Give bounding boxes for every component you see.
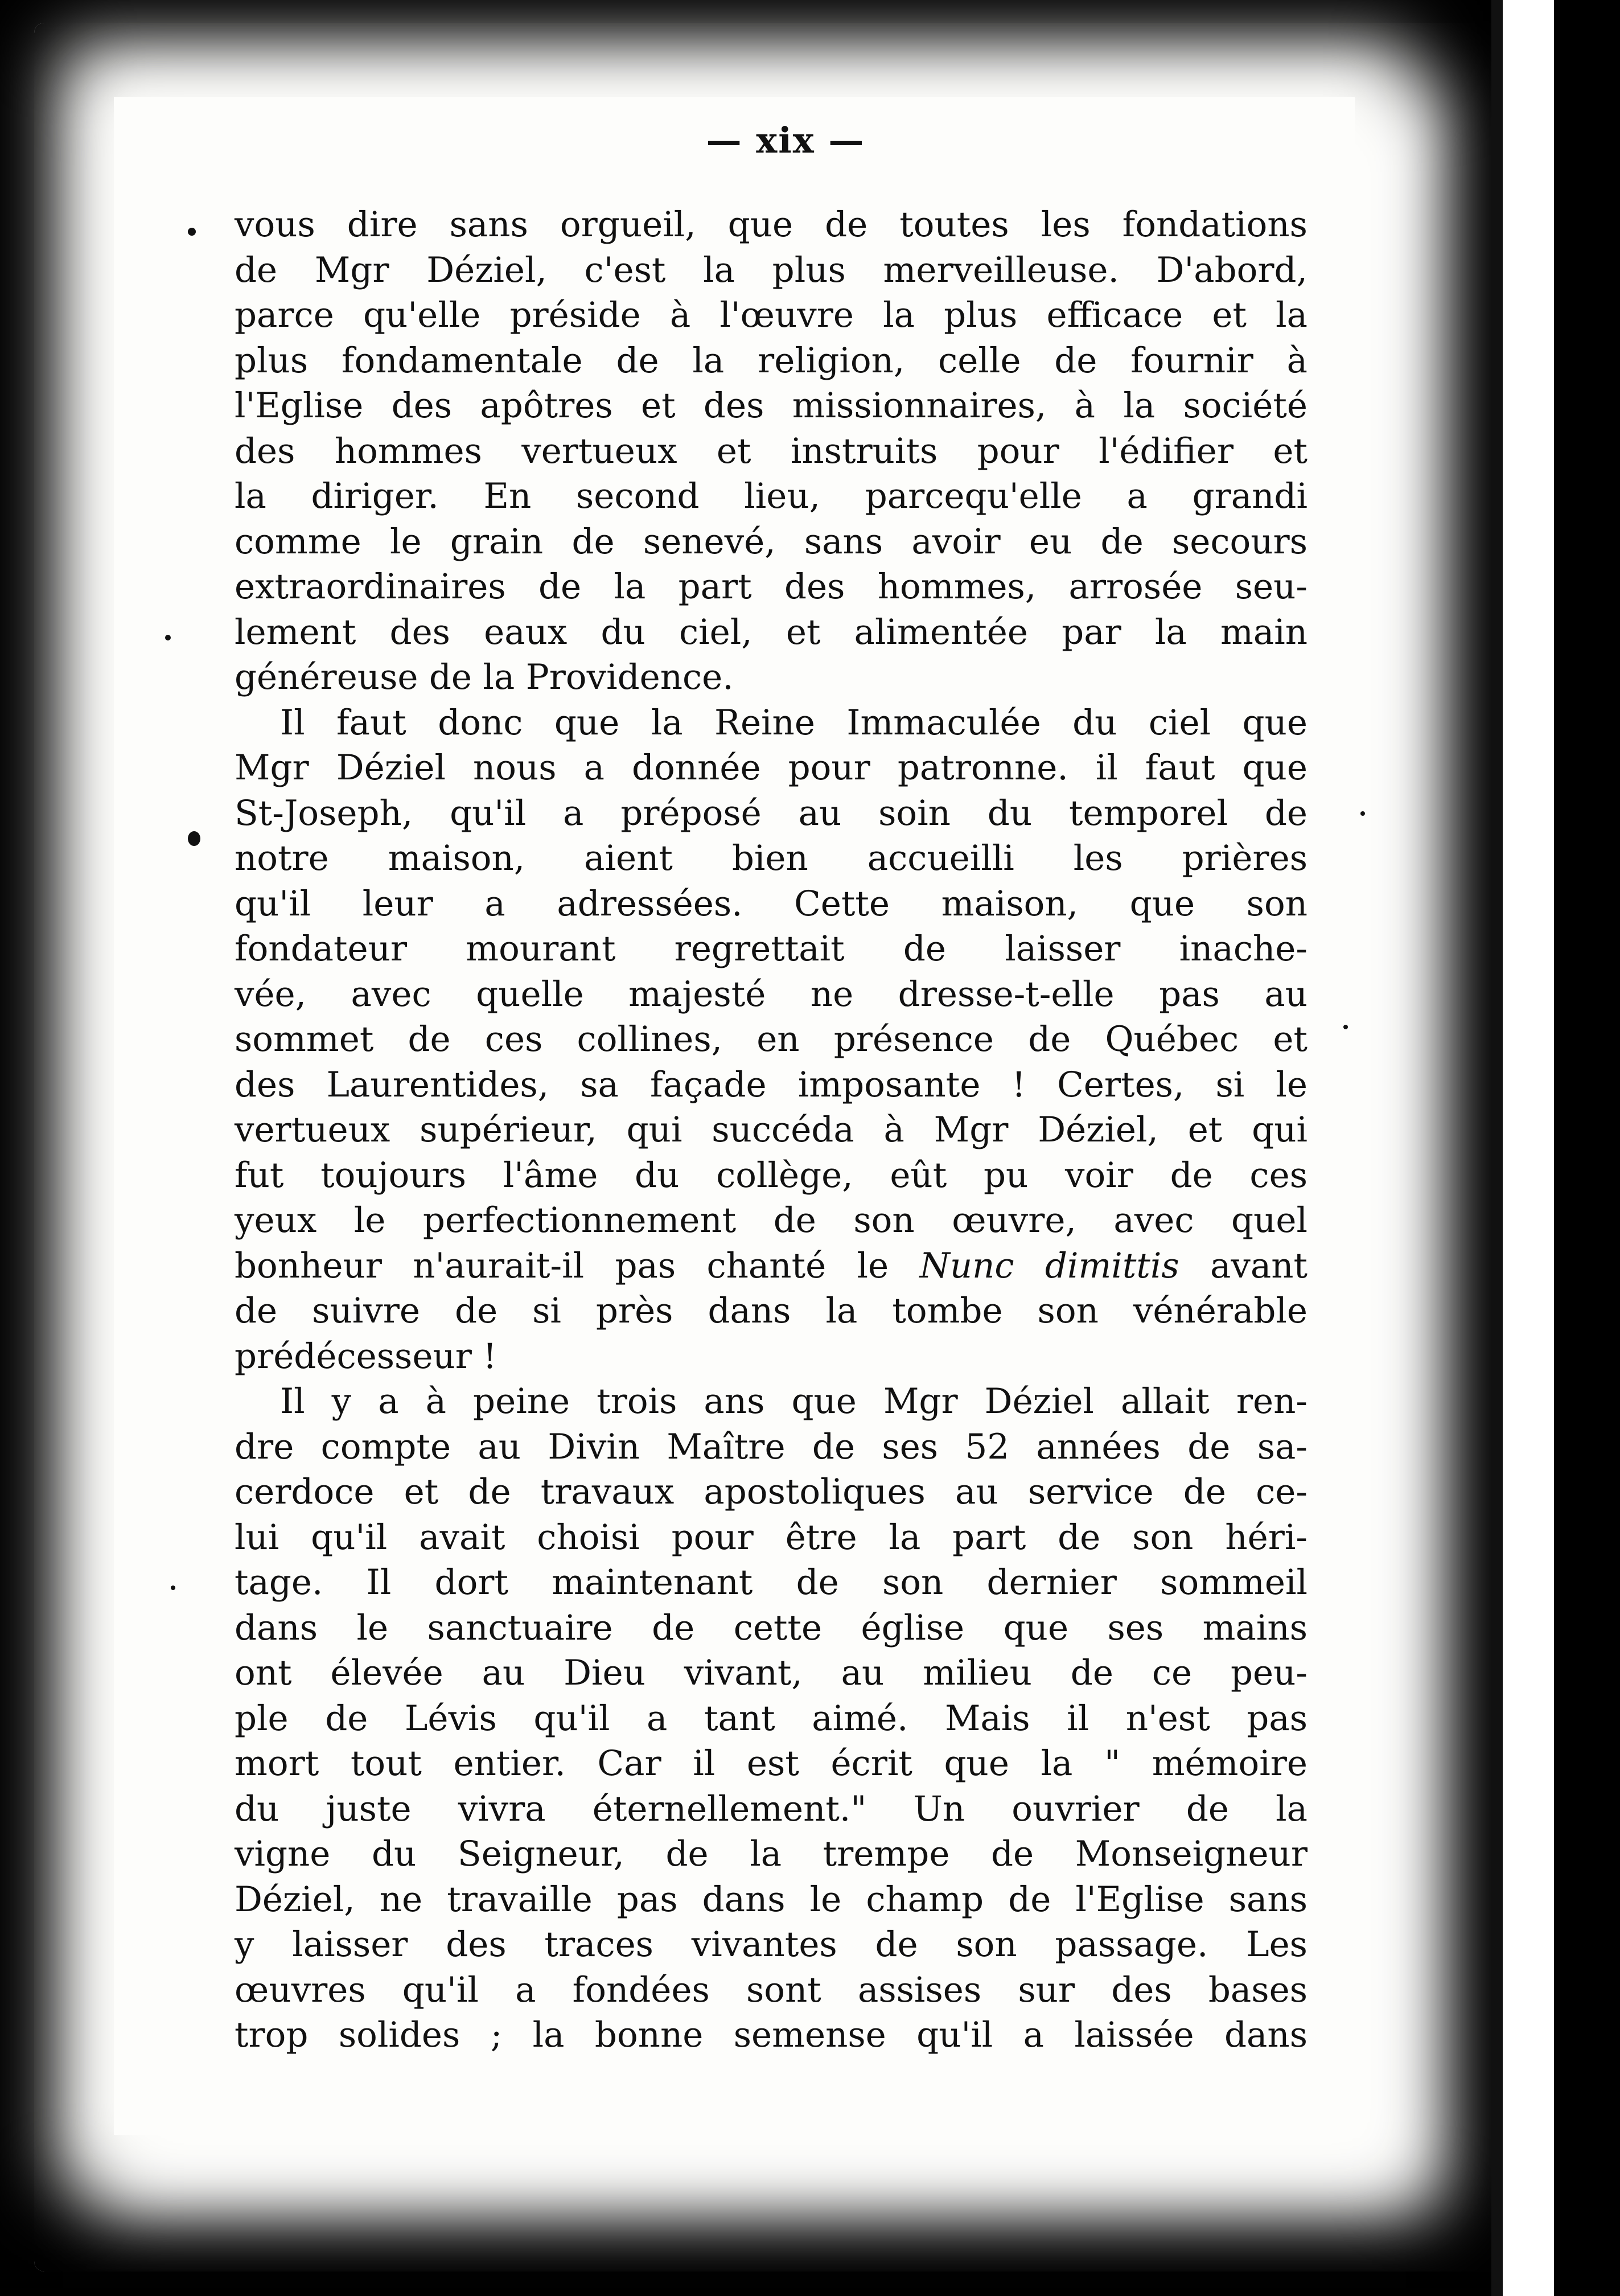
text-line: St-Joseph, qu'il a préposé au soin du temporel de: [235, 792, 1307, 833]
text-line: mort tout entier. Car il est écrit que la " mémoire: [235, 1743, 1307, 1784]
text-line: dre compte au Divin Maître de ses 52 années de sa-: [235, 1426, 1307, 1467]
text-line: prédécesseur !: [235, 1336, 497, 1377]
text-line: du juste vivra éternellement." Un ouvrier de la: [235, 1788, 1307, 1829]
italic-phrase: Nunc dimittis: [919, 1245, 1179, 1286]
text-line: œuvres qu'il a fondées sont assises sur des bases: [235, 1969, 1307, 2010]
text-line: yeux le perfectionnement de son œuvre, avec quel: [235, 1200, 1307, 1241]
text-line: fondateur mourant regrettait de laisser inache-: [235, 929, 1307, 969]
text-segment: bonheur n'aurait-il pas chanté le: [235, 1245, 889, 1286]
scan-speck: [171, 1586, 175, 1590]
text-line: sommet de ces collines, en présence de Québec et: [235, 1019, 1307, 1059]
scan-speck: [1360, 811, 1365, 816]
scan-speck: [1343, 1025, 1348, 1029]
scan-speck: [188, 228, 196, 236]
text-line: vée, avec quelle majesté ne dresse-t-elle pas au: [235, 974, 1307, 1014]
text-segment: avant: [1210, 1245, 1307, 1286]
text-line: extraordinaires de la part des hommes, arrosée seu-: [235, 566, 1307, 607]
text-line: lement des eaux du ciel, et alimentée par la main: [235, 611, 1307, 652]
scan-speck: [188, 831, 200, 846]
text-line: ple de Lévis qu'il a tant aimé. Mais il n'est pas: [235, 1698, 1307, 1739]
text-line: qu'il leur a adressées. Cette maison, que son: [235, 883, 1307, 924]
text-line: notre maison, aient bien accueilli les prières: [235, 838, 1307, 878]
text-line: vous dire sans orgueil, que de toutes les fondations: [235, 204, 1307, 245]
text-line: fut toujours l'âme du collège, eût pu voir de ces: [235, 1155, 1307, 1196]
text-line: cerdoce et de travaux apostoliques au service de ce-: [235, 1472, 1307, 1512]
text-line: des Laurentides, sa façade imposante ! Certes, si le: [235, 1064, 1307, 1105]
page-margin-strip: [1503, 0, 1554, 2296]
scan-speck: [165, 635, 171, 640]
text-line: trop solides ; la bonne semense qu'il a laissée dans: [235, 2015, 1307, 2055]
text-line: lui qu'il avait choisi pour être la part de son héri-: [235, 1517, 1307, 1558]
text-line: y laisser des traces vivantes de son passage. Les: [235, 1924, 1307, 1965]
text-line: des hommes vertueux et instruits pour l'édifier et: [235, 430, 1307, 471]
text-line: de Mgr Déziel, c'est la plus merveilleuse. D'abord,: [235, 249, 1307, 290]
text-line: Il y a à peine trois ans que Mgr Déziel allait ren-: [280, 1381, 1307, 1422]
text-line: la diriger. En second lieu, parcequ'elle a grandi: [235, 476, 1307, 516]
text-line: Mgr Déziel nous a donnée pour patronne. il faut que: [235, 747, 1307, 788]
text-line: généreuse de la Providence.: [235, 657, 734, 697]
text-line: de suivre de si près dans la tombe son vénérable: [235, 1291, 1307, 1331]
text-line: l'Eglise des apôtres et des missionnaires, à la société: [235, 385, 1307, 426]
text-line: Il faut donc que la Reine Immaculée du ciel que: [280, 702, 1307, 743]
text-line: tage. Il dort maintenant de son dernier sommeil: [235, 1562, 1307, 1603]
text-line: parce qu'elle préside à l'œuvre la plus efficace et la: [235, 295, 1307, 335]
text-line: vigne du Seigneur, de la trempe de Monseigneur: [235, 1834, 1307, 1874]
text-line: comme le grain de senevé, sans avoir eu de secours: [235, 521, 1307, 562]
text-line: ont élevée au Dieu vivant, au milieu de ce peu-: [235, 1653, 1307, 1693]
text-line-with-italic: [235, 1243, 1307, 1289]
text-line: vertueux supérieur, qui succéda à Mgr Déziel, et qui: [235, 1110, 1307, 1150]
text-line: plus fondamentale de la religion, celle de fournir à: [235, 340, 1307, 381]
text-line: Déziel, ne travaille pas dans le champ de l'Eglise sans: [235, 1879, 1307, 1920]
page-number: — xix —: [706, 120, 865, 161]
body-text: [235, 202, 1307, 2058]
text-line: dans le sanctuaire de cette église que ses mains: [235, 1607, 1307, 1648]
